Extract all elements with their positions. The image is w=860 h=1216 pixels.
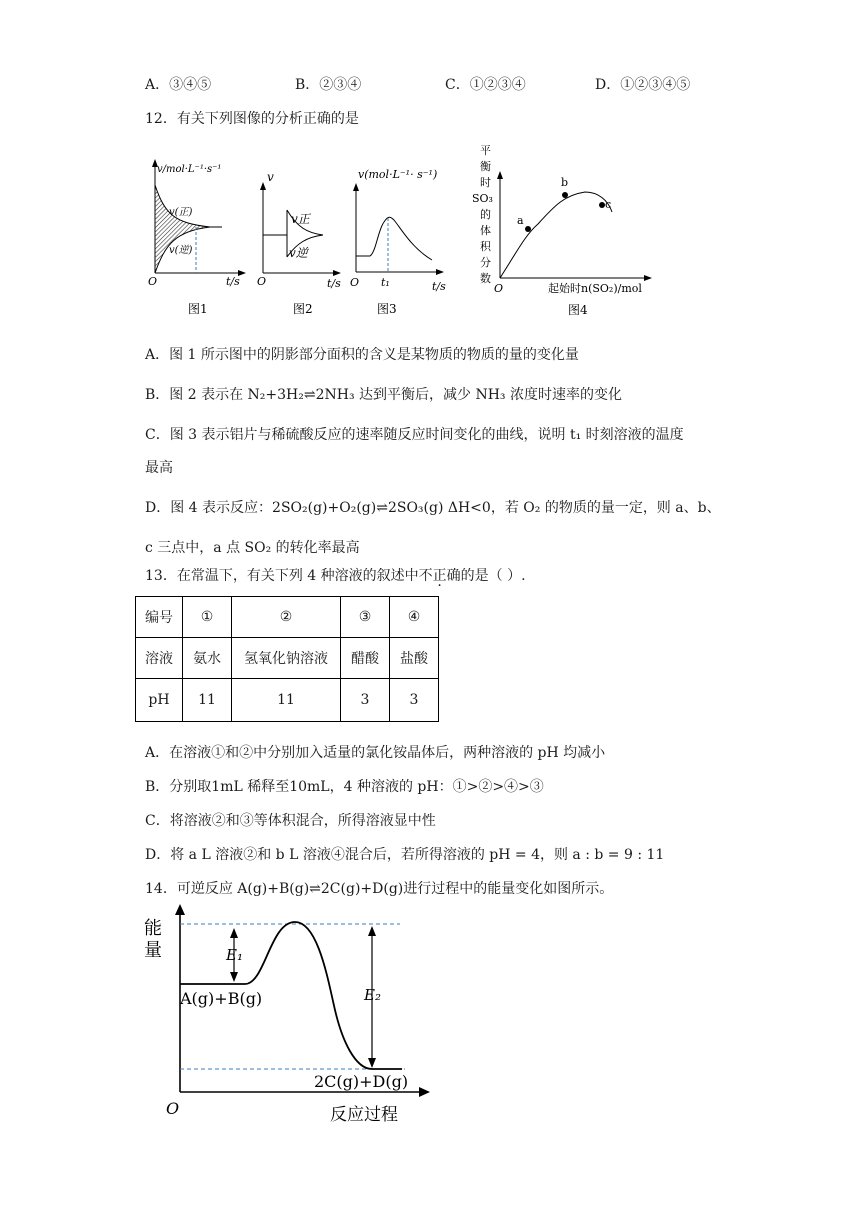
fig4-ylabel-5: 的 xyxy=(480,208,491,221)
energy-y-arrow xyxy=(175,904,185,915)
fig2-x-arrow xyxy=(333,270,341,276)
prev-option-d: D．①②③④⑤ xyxy=(595,77,691,93)
col1-solution: 氨水 xyxy=(183,638,232,679)
fig1-xlabel: t/s xyxy=(226,275,240,288)
fig2-xlabel: t/s xyxy=(327,277,341,290)
fig3-rate-curve xyxy=(356,217,432,260)
q13-option-a: A．在溶液①和②中分别加入适量的氯化铵晶体后，两种溶液的 pH 均减小 xyxy=(145,745,606,761)
energy-ylabel-2: 量 xyxy=(144,940,162,961)
fig4-point-b xyxy=(562,192,568,198)
fig1-ylabel: v/mol·L⁻¹·s⁻¹ xyxy=(157,164,222,175)
table-row xyxy=(136,638,439,679)
fig2-ylabel: v xyxy=(267,170,274,184)
energy-xlabel: 反应过程 xyxy=(330,1105,398,1125)
fig3-t1-label: t₁ xyxy=(381,276,390,289)
e1-arrow-down xyxy=(230,972,238,982)
fig3-origin: O xyxy=(350,276,360,289)
fig4-caption: 图4 xyxy=(568,303,588,317)
q13-stem-before: 13．在常温下，有关下列 4 种溶液的叙述中 xyxy=(145,568,419,584)
col4-solution: 盐酸 xyxy=(390,638,439,679)
energy-origin: O xyxy=(166,1099,180,1118)
fig2-v-forward-label: v正 xyxy=(291,212,310,226)
q12-option-d-line2: c 三点中，a 点 SO₂ 的转化率最高 xyxy=(145,540,360,556)
row-label-id: 编号 xyxy=(136,597,183,638)
e2-arrow-up xyxy=(368,926,376,936)
fig2-v-reverse-label: v逆 xyxy=(289,246,308,260)
fig4-ylabel-8: 分 xyxy=(480,256,491,269)
q12-option-c-line2: 最高 xyxy=(145,460,173,476)
q13-stem xyxy=(145,565,526,585)
col4-id: ④ xyxy=(390,597,439,638)
fig2-origin: O xyxy=(257,275,267,288)
reactants-label: A(g)+B(g) xyxy=(180,989,263,1008)
fig1-v-forward-label: v(正) xyxy=(169,207,193,218)
col1-ph: 11 xyxy=(183,679,232,722)
fig4-ylabel-9: 数 xyxy=(480,272,491,285)
fig1-v-reverse-label: v(逆) xyxy=(169,245,193,256)
col2-solution: 氢氧化钠溶液 xyxy=(232,638,341,679)
e1-label: E₁ xyxy=(226,946,243,964)
col3-solution: 醋酸 xyxy=(341,638,390,679)
e1-arrow-up xyxy=(230,928,238,938)
fig4-origin: O xyxy=(494,282,504,295)
fig3-caption: 图3 xyxy=(377,302,397,316)
energy-x-arrow xyxy=(419,1087,430,1097)
fig4-ylabel-2: 衡 xyxy=(480,160,491,173)
fig4-ylabel-4: SO₃ xyxy=(472,192,493,205)
fig1-caption: 图1 xyxy=(188,302,208,316)
prev-option-c: C．①②③④ xyxy=(445,77,526,93)
q13-option-b: B．分别取1mL 稀释至10mL，4 种溶液的 pH：①>②>④>③ xyxy=(145,779,544,795)
products-label: 2C(g)+D(g) xyxy=(314,1072,409,1091)
fig4-curve xyxy=(500,192,612,278)
q12-option-d-line1: D．图 4 表示反应：2SO₂(g)+O₂(g)⇌2SO₃(g) ΔH<0，若 O₂ 的物质的量一定，则 a、b、 xyxy=(145,500,721,516)
fig2-y-arrow xyxy=(260,182,266,190)
table-row xyxy=(136,679,439,722)
q12-stem: 12．有关下列图像的分析正确的是 xyxy=(145,111,359,127)
e2-arrow-down xyxy=(368,1058,376,1068)
fig4-ylabel-1: 平 xyxy=(480,144,491,157)
q13-option-c: C．将溶液②和③等体积混合，所得溶液显中性 xyxy=(145,813,436,829)
fig4-point-a xyxy=(525,226,531,232)
fig3-ylabel: v(mol·L⁻¹· s⁻¹) xyxy=(358,168,438,181)
energy-diagram xyxy=(140,900,440,1130)
col3-id: ③ xyxy=(341,597,390,638)
q12-option-a: A．图 1 所示图中的阴影部分面积的含义是某物质的物质的量的变化量 xyxy=(145,347,579,363)
q12-option-c-line1: C．图 3 表示铝片与稀硫酸反应的速率随反应时间变化的曲线，说明 t₁ 时刻溶液的温度 xyxy=(145,427,684,443)
q14-stem: 14．可逆反应 A(g)+B(g)⇌2C(g)+D(g)进行过程中的能量变化如图所示。 xyxy=(145,881,614,897)
fig2-caption: 图2 xyxy=(293,302,313,316)
col2-id: ② xyxy=(232,597,341,638)
energy-ylabel-1: 能 xyxy=(144,918,162,939)
table-row xyxy=(136,597,439,638)
fig4-x-arrow xyxy=(644,275,652,281)
prev-option-a: A．③④⑤ xyxy=(145,77,212,93)
q13-stem-after: 的是（ ）. xyxy=(460,568,526,584)
col3-ph: 3 xyxy=(341,679,390,722)
figure-1 xyxy=(140,145,250,320)
fig1-origin: O xyxy=(148,275,158,288)
fig1-shaded-area xyxy=(155,185,210,273)
row-label-ph: pH xyxy=(136,679,183,722)
fig3-xlabel: t/s xyxy=(432,280,446,293)
fig4-xlabel: 起始时n(SO₂)/mol xyxy=(548,282,642,295)
fig4-ylabel-7: 积 xyxy=(480,240,491,253)
figure-3 xyxy=(350,160,455,320)
fig4-label-c: c xyxy=(605,198,612,211)
fig3-y-arrow xyxy=(353,183,359,191)
q13-solution-table xyxy=(135,596,439,722)
fig4-label-b: b xyxy=(561,176,569,189)
figure-4 xyxy=(470,140,670,320)
row-label-solution: 溶液 xyxy=(136,638,183,679)
fig4-ylabel-3: 时 xyxy=(480,176,491,189)
col2-ph: 11 xyxy=(232,679,341,722)
q12-option-b: B．图 2 表示在 N₂+3H₂⇌2NH₃ 达到平衡后，减少 NH₃ 浓度时速率的变化 xyxy=(145,387,622,403)
fig4-label-a: a xyxy=(517,214,524,227)
col4-ph: 3 xyxy=(390,679,439,722)
q13-stem-emphasis: 不正确 xyxy=(418,568,461,584)
e2-label: E₂ xyxy=(364,986,381,1004)
fig4-ylabel-6: 体 xyxy=(480,224,491,237)
col1-id: ① xyxy=(183,597,232,638)
prev-option-b: B．②③④ xyxy=(295,77,362,93)
q13-option-d: D．将 a L 溶液②和 b L 溶液④混合后，若所得溶液的 pH = 4，则 a : b = 9 : 11 xyxy=(145,847,665,863)
figure-2 xyxy=(255,165,350,320)
fig3-x-arrow xyxy=(436,269,444,275)
fig4-y-arrow xyxy=(497,171,503,179)
